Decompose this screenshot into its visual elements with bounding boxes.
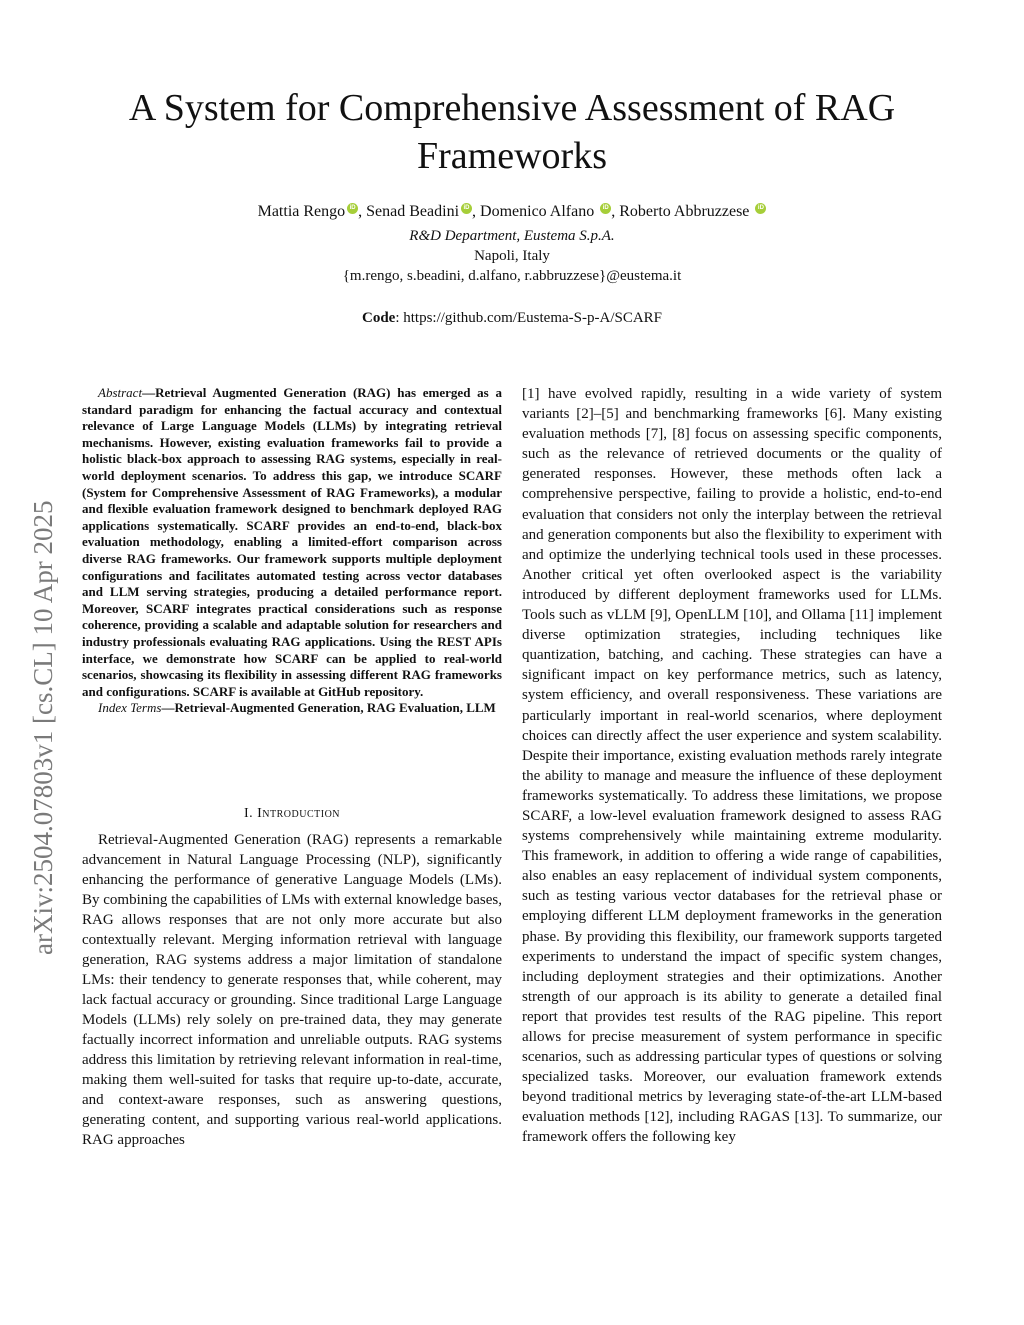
orcid-icon[interactable]: iD (461, 203, 472, 214)
section-title: Introduction (257, 806, 341, 821)
author-name: Mattia Rengo (257, 203, 346, 220)
abstract-paragraph (82, 385, 502, 700)
code-link[interactable]: https://github.com/Eustema-S-p-A/SCARF (403, 310, 663, 326)
intro-left-column (82, 830, 502, 1150)
index-terms-label: Index Terms (98, 700, 162, 716)
abstract-label: Abstract (98, 385, 143, 400)
code-label: Code (361, 310, 396, 326)
index-terms-text: —Retrieval-Augmented Generation, RAG Evaluation, LLM (161, 700, 496, 716)
abstract-text: —Retrieval Augmented Generation (RAG) has emerged as a standard paradigm for enhancing the factual accuracy and contextual relevance of Large Language Models (LLMs) by integrating retrieval mechanisms. However, existing evaluation frameworks fail to provide a holistic black-box approach to assessing RAG systems, especially in real-world deployment scenarios. To address this gap, we introduce SCARF (System for Comprehensive Assessment of RAG Frameworks), a modular and flexible evaluation framework designed to benchmark deployed RAG applications systematically. SCARF provides an end-to-end, black-box evaluation methodology, enabling a limited-effort comparison across diverse RAG frameworks. Our framework supports multiple deployment configurations and facilitates automated testing across vector databases and LLM serving strategies, producing a detailed performance report. Moreover, SCARF integrates practical considerations such as response coherence, providing a scalable and adaptable solution for researchers and industry professionals evaluating RAG applications. Using the REST APIs interface, we demonstrate how SCARF can be applied to real-world scenarios, showcasing its flexibility in assessing different RAG frameworks and configurations. SCARF is available at GitHub repository. (82, 385, 502, 699)
author-list: Mattia Rengo iD , Senad Beadini iD , Domenico Alfano iD , Roberto Abbruzzese iD (60, 202, 964, 222)
author-emails: {m.rengo, s.beadini, d.alfano, r.abbruzzese}@eustema.it (342, 268, 682, 284)
orcid-icon[interactable]: iD (347, 203, 358, 214)
orcid-icon[interactable]: iD (755, 203, 766, 214)
intro-paragraph: Retrieval-Augmented Generation (RAG) represents a remarkable advancement in Natural Language Processing (NLP), significantly enhancing the performance of generative Language Models (LMs). By combining the capabilities of LMs with external knowledge bases, RAG allows responses that are not only more accurate but also contextually relevant. Merging information retrieval with language generation, RAG systems address a major limitation of standalone LMs: their tendency to generate responses that, while coherent, may lack factual accuracy or grounding. Since traditional Large Language Models (LLMs) rely solely on pre-trained data, they may generate factually incorrect information and unreliable outputs. RAG systems address this limitation by retrieving relevant information in real-time, making them well-suited for tasks that require up-to-date, accurate, and context-aware responses, such as answering questions, generating content, and supporting various real-world applications. RAG approaches (82, 832, 502, 1148)
author-name: Roberto Abbruzzese (619, 203, 750, 220)
author-name: Domenico Alfano (480, 203, 595, 220)
author-name: Senad Beadini (366, 203, 460, 220)
affiliation-department: R&D Department, Eustema S.p.A. (409, 228, 615, 244)
affiliation-city: Napoli, Italy (474, 248, 550, 264)
orcid-icon[interactable]: iD (600, 203, 611, 214)
intro-paragraph-continued: [1] have evolved rapidly, resulting in a wide variety of system variants [2]–[5] and benchmarking frameworks [6]. Many existing evaluation methods [7], [8] focus on assessing specific components, such as the relevance of retrieved documents or the quality of generated responses. However, these methods often lack a comprehensive perspective, failing to provide a holistic, end-to-end evaluation that considers not only the interplay between the retrieval and generation components but also the flexibility to experiment with and optimize the underlying technical tools used in these processes. Another critical yet often overlooked aspect is the variability introduced by different deployment frameworks used for LLMs. Tools such as vLLM [9], OpenLLM [10], and Ollama [11] implement diverse optimization strategies, including techniques like quantization, batching, and caching. These strategies can have a significant impact on key performance metrics, such as latency, system efficiency, and overall responsiveness. These variations are particularly important in real-world scenarios, where deployment choices can directly affect the user experience and system scalability. Despite their importance, existing evaluation methods rarely integrate the ability to manage and measure the influence of these deployment frameworks systematically. To address these limitations, we propose SCARF, a low-level evaluation framework designed to assess RAG systems comprehensively while maintaining extreme modularity. This framework, in addition to offering a wide range of capabilities, also enables an easy replacement of individual system components, such as testing various vector databases for the retrieval phase or employing different LLM deployment frameworks in the generation phase. By providing this flexibility, our framework supports targeted experiments to understand the impact of specific system changes, including deployment strategies and their optimizations. Another strength of our approach is its ability to generate a detailed final report that provides test results of the RAG pipeline. This report allows for precise measurement of system performance in specific scenarios, such as addressing particular types of questions or solving specialized tasks. Moreover, our evaluation framework extends beyond traditional metrics by leveraging state-of-the-art LLM-based evaluation methods [12], including RAGAS [13]. To summarize, our framework offers the following key (522, 386, 942, 1146)
section-number: I. (243, 806, 254, 821)
code-line: Code: https://github.com/Eustema-S-p-A/SCARF (361, 310, 663, 326)
intro-right-column (522, 384, 942, 1148)
paper-title: A System for Comprehensive Assessment of RAG Frameworks (128, 87, 896, 177)
section-heading (82, 806, 502, 822)
arxiv-identifier: arXiv:2504.07803v1 [cs.CL] 10 Apr 2025 (28, 500, 58, 955)
abstract-block (82, 385, 502, 717)
index-terms-paragraph (82, 700, 502, 717)
